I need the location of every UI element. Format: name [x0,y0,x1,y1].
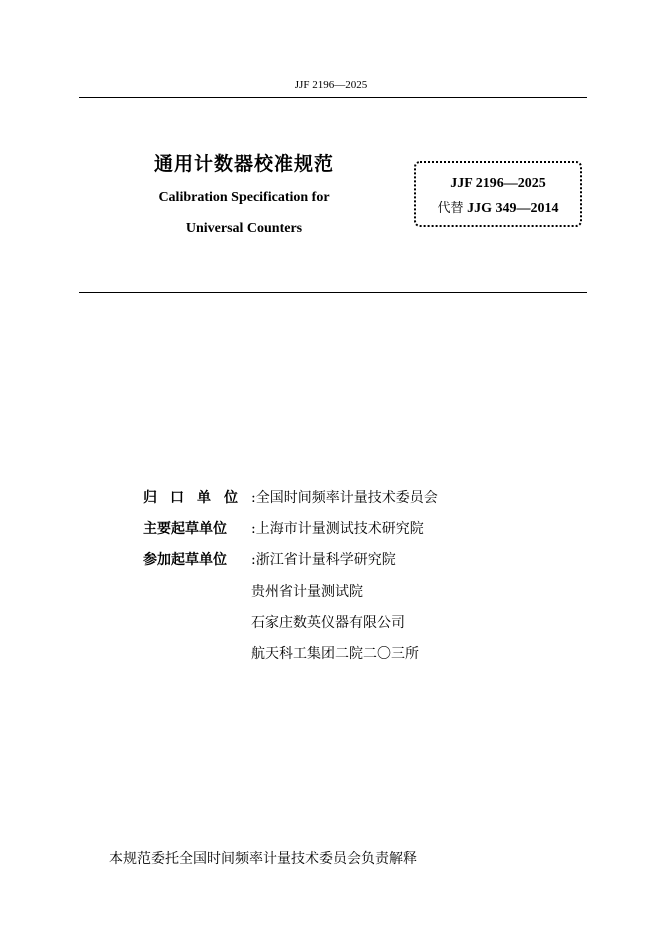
participating-unit-item [251,581,363,603]
title-english-line2: Universal Counters [185,221,303,236]
participating-unit-row [143,549,396,571]
interpretation-note: 本规范委托全国时间频率计量技术委员会负责解释 [109,851,417,867]
title-english-line1: Calibration Specification for [158,190,330,205]
participating-unit-item [251,612,405,634]
participating-unit-item [251,643,419,665]
responsible-unit-label: 归口单位 [143,490,251,506]
replaces-code-line [416,197,580,217]
document-code-header: JJF 2196—2025 [294,79,368,91]
title-chinese: 通用计数器校准规范 [153,153,334,175]
participating-unit-name: 贵州省计量测试院 [251,584,363,600]
main-drafting-unit-row [143,518,424,540]
specification-code-box [414,161,582,227]
bottom-divider [79,292,587,293]
participating-unit-name: 浙江省计量科学研究院 [255,552,396,568]
main-drafting-unit-name: 上海市计量测试技术研究院 [255,521,424,537]
participating-unit-label: 参加起草单位 [143,552,227,568]
top-divider [79,97,587,98]
participating-unit-name: 航天科工集团二院二〇三所 [251,646,419,662]
main-drafting-unit-value [251,518,424,538]
specification-code: JJF 2196—2025 [450,176,546,191]
responsible-unit-row [143,487,438,509]
participating-unit-value [251,549,396,569]
participating-unit-colon: : [251,552,256,568]
participating-unit-name: 石家庄数英仪器有限公司 [251,615,405,631]
responsible-unit-colon: : [251,490,256,506]
replaces-code: JJG 349—2014 [467,201,559,216]
responsible-unit-value [251,487,438,507]
main-drafting-unit-colon: : [251,521,256,537]
replaces-prefix: 代替 [437,201,464,216]
main-drafting-unit-label: 主要起草单位 [143,521,227,537]
responsible-unit-name: 全国时间频率计量技术委员会 [255,490,438,506]
